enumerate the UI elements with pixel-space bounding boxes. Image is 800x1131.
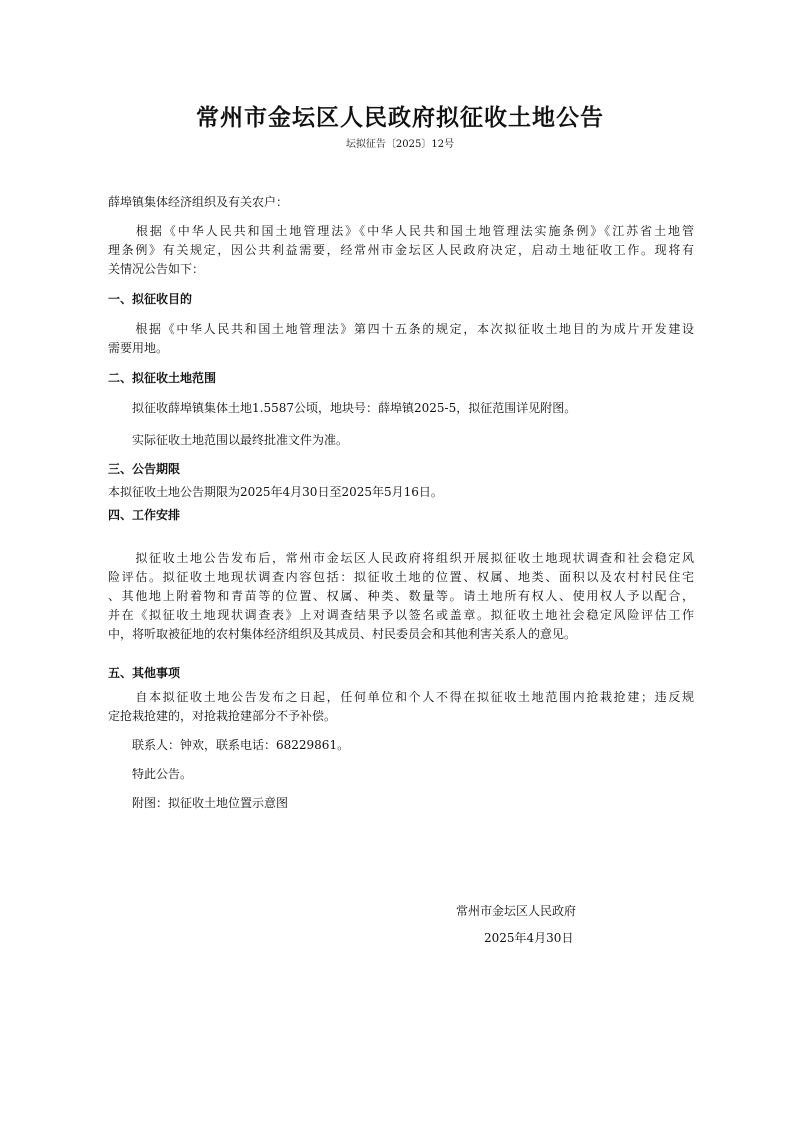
intro-line-2: 理条例》有关规定，因公共利益需要，经常州市金坛区人民政府决定，启动土地征收工作。现将有	[108, 243, 694, 257]
section-heading-other: 五、其他事项	[108, 666, 181, 680]
section-heading-scope: 二、拟征收土地范围	[108, 371, 217, 385]
section-heading-arrangement: 四、工作安排	[108, 508, 181, 522]
period-line-1: 本拟征收土地公告期限为2025年4月30日至2025年5月16日。	[108, 485, 443, 499]
closing-line: 特此公告。	[108, 767, 193, 781]
intro-line-3: 关情况公告如下：	[108, 262, 205, 276]
arrangement-line-1: 拟征收土地公告发布后，常州市金坛区人民政府将组织开展拟征收土地现状调查和社会稳定风	[108, 551, 694, 565]
scope-line-2: 实际征收土地范围以最终批准文件为准。	[108, 433, 349, 447]
document-title: 常州市金坛区人民政府拟征收土地公告	[196, 105, 604, 131]
other-line-1: 自本拟征收土地公告发布之日起，任何单位和个人不得在拟征收土地范围内抢栽抢建；违反规	[108, 690, 694, 704]
arrangement-line-4: 并在《拟征收土地现状调查表》上对调查结果予以签名或盖章。拟征收土地社会稳定风险评估工作	[108, 608, 694, 622]
purpose-line-1: 根据《中华人民共和国土地管理法》第四十五条的规定，本次拟征收土地目的为成片开发建设	[108, 322, 694, 336]
arrangement-line-2: 险评估。拟征收土地现状调查内容包括：拟征收土地的位置、权属、地类、面积以及农村村民住宅	[108, 570, 694, 584]
purpose-line-2: 需要用地。	[108, 341, 169, 355]
intro-line-1: 根据《中华人民共和国土地管理法》《中华人民共和国土地管理法实施条例》《江苏省土地管	[108, 224, 694, 238]
contact-line: 联系人：钟欢，联系电话：68229861。	[108, 738, 350, 752]
document-number: 坛拟征告〔2025〕12号	[345, 139, 455, 150]
scope-line-1: 拟征收薛埠镇集体土地1.5587公顷，地块号：薛埠镇2025-5，拟征范围详见附图。	[108, 401, 577, 415]
section-heading-purpose: 一、拟征收目的	[108, 292, 193, 306]
other-line-2: 定抢栽抢建的，对抢栽抢建部分不予补偿。	[108, 709, 337, 723]
issue-date: 2025年4月30日	[484, 931, 574, 945]
arrangement-line-3: 、其他地上附着物和青苗等的位置、权属、种类、数量等。请土地所有权人、使用权人予以配合，	[108, 589, 694, 603]
attachment-line: 附图：拟征收土地位置示意图	[108, 796, 289, 810]
addressee: 薛埠镇集体经济组织及有关农户：	[108, 195, 289, 209]
section-heading-period: 三、公告期限	[108, 462, 181, 476]
issuer-signature: 常州市金坛区人民政府	[456, 904, 577, 918]
arrangement-line-5: 中，将听取被征地的农村集体经济组织及其成员、村民委员会和其他利害关系人的意见。	[108, 627, 577, 641]
